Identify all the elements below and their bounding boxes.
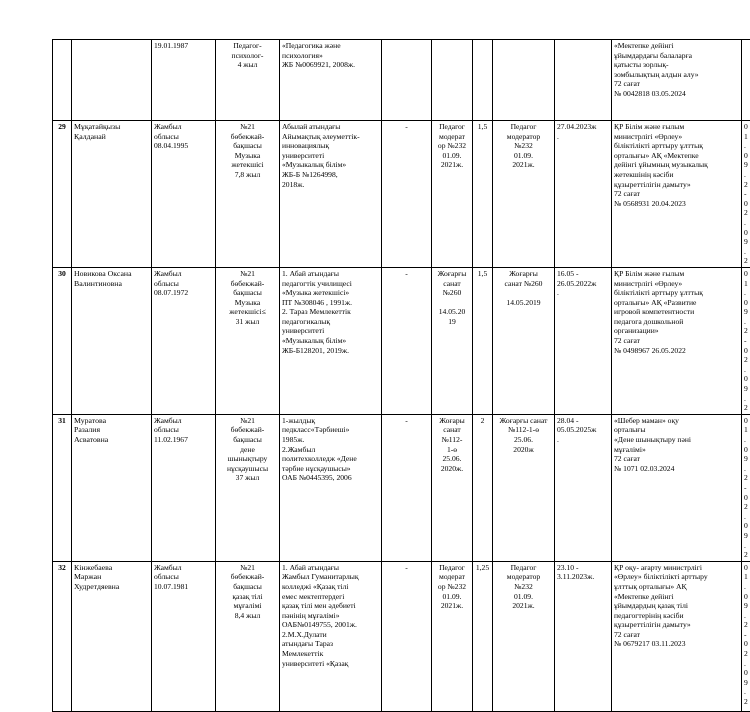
attestation-cell: Педагог модератор №232 01.09. 2021ж.	[493, 561, 555, 711]
education-cell: 1. Абай атындағы педагогтік училищесі «Музыка жетекшісі» ПТ №308046 , 1991ж. 2. Тараз Мемлекеттік педагогикалық университеті «Музыкалық білім» ЖБ-Б128201, 2019ж.	[280, 267, 382, 414]
attestation-cell: Жоғарғы санат №112-1-ө 25.06. 2020ж	[493, 414, 555, 561]
position-cell: №21 бөбекжай- бақшасы дене шынықтыру нұсқаушысы 37 жыл	[216, 414, 280, 561]
course-dates-cell: 01.09.2 - 02.09.2	[742, 414, 750, 561]
position-cell: Педагог- психолог- 4 жыл	[216, 40, 280, 121]
attestation-period-cell: 27.04.2023ж .	[555, 121, 612, 268]
courses-cell: ҚР оқу- ағарту министрлігі «Өрлеу» біліктілікті арттыру ұлттық орталығы» АҚ «Мектепке дейінгі ұйымдардың қазақ тілі педагогтерінің кәсіби құзыреттілігін дамыту» 72 сағат № 0679217 03.11.2023	[612, 561, 742, 711]
education-cell: 1-жылдық педкласс«Тәрбиеші» 1985ж. 2.Жамбыл политехколледж «Дене тәрбие нұсқаушысы» ОАБ №0445395, 2006	[280, 414, 382, 561]
category-cell: Педагог модерат ор №232 01.09. 2021ж.	[432, 121, 473, 268]
category-cell	[432, 40, 473, 121]
row-number-cell: 29	[53, 121, 72, 268]
course-dates-cell: 01.09.2 - 02.09.2	[742, 121, 750, 268]
table-row	[53, 267, 750, 414]
row-number-cell	[53, 40, 72, 121]
category-cell: Жоғарғы санат №260 14.05.20 19	[432, 267, 473, 414]
teacher-name-cell: Муратова Разалия Асватовна	[72, 414, 152, 561]
row-number-cell: 30	[53, 267, 72, 414]
attestation-period-cell	[555, 40, 612, 121]
education-cell: Абылай атындағы Айымақтық әлеуметтік- инновациялық университеті «Музыкалық білім» ЖБ-Б №1264998, 2018ж.	[280, 121, 382, 268]
attestation-period-cell: 16.05 - 26.05.2022ж .	[555, 267, 612, 414]
workload-rate-cell: 1,25	[473, 561, 493, 711]
position-cell: №21 бөбекжай- бақшасы Музыка жетекшісі 7,8 жыл	[216, 121, 280, 268]
workload-rate-cell: 1,5	[473, 267, 493, 414]
attestation-period-cell: 23.10 - 3.11.2023ж.	[555, 561, 612, 711]
attestation-cell: Жоғарғы санат №260 14.05.2019	[493, 267, 555, 414]
table-row	[53, 40, 750, 121]
teacher-name-cell: Кінжебаева Маржан Худретдяевна	[72, 561, 152, 711]
teacher-name-cell: Мұқатайқызы Қалданай	[72, 121, 152, 268]
courses-cell: ҚР Білім және ғылым министрлігі «Өрлеу» біліктілікті арттыру ұлттық орталығы» АҚ «Мектепке дейінгі ұйымның музыкалық жетекшінің кәсіби құзыреттілігін дамыту» 72 сағат № 0568931 20.04.2023	[612, 121, 742, 268]
course-dates-cell: 01.09.2 - 02.09.2	[742, 561, 750, 711]
birth-info-cell: Жамбыл облысы 10.07.1981	[152, 561, 216, 711]
attestation-cell: Педагог модератор №232 01.09. 2021ж.	[493, 121, 555, 268]
category-cell: Жоғары санат №112- 1-ө 25.06. 2020ж.	[432, 414, 473, 561]
teacher-name-cell	[72, 40, 152, 121]
academic-degree-cell: -	[382, 267, 432, 414]
category-cell: Педагог модерат ор №232 01.09. 2021ж.	[432, 561, 473, 711]
course-dates-cell	[742, 40, 750, 121]
workload-rate-cell: 1,5	[473, 121, 493, 268]
birth-info-cell: 19.01.1987	[152, 40, 216, 121]
row-number-cell: 32	[53, 561, 72, 711]
workload-rate-cell: 2	[473, 414, 493, 561]
attestation-cell	[493, 40, 555, 121]
table-row	[53, 121, 750, 268]
table-row	[53, 414, 750, 561]
table-row	[53, 561, 750, 711]
education-cell: 1. Абай атындағы Жамбыл Гуманитарлық колледжі «Қазақ тілі емес мектептердегі қазақ тілі мен әдебиеті пәнінің мұғалімі» ОАБ№0149755, 2001ж. 2.М.Х.Дулати атындағы Тараз Мемлекеттік университеті «Қазақ	[280, 561, 382, 711]
teacher-name-cell: Новикова Оксана Валинтиновна	[72, 267, 152, 414]
birth-info-cell: Жамбыл облысы 11.02.1967	[152, 414, 216, 561]
education-cell: «Педагогика және психология» ЖБ №0069921, 2008ж.	[280, 40, 382, 121]
staff-table	[52, 39, 750, 712]
row-number-cell: 31	[53, 414, 72, 561]
academic-degree-cell: -	[382, 561, 432, 711]
academic-degree-cell	[382, 40, 432, 121]
courses-cell: «Мектепке дейінгі ұйымдардағы балаларға қатысты зорлық- зомбылықтың алдын алу» 72 сағат № 0042818 03.05.2024	[612, 40, 742, 121]
workload-rate-cell	[473, 40, 493, 121]
position-cell: №21 бөбекжай- бақшасы қазақ тілі мұғалімі 8,4 жыл	[216, 561, 280, 711]
courses-cell: ҚР Білім және ғылым министрлігі «Өрлеу» біліктілікті арттыру ұлттық орталығы» АҚ «Развитие игровой компетентности педагога дошкольной организации» 72 сағат № 0498967 26.05.2022	[612, 267, 742, 414]
courses-cell: «Шебер маман» оқу орталығы «Дене шынықтыру пәні мұғалімі» 72 сағат № 1071 02.03.2024	[612, 414, 742, 561]
position-cell: №21 бөбекжай- бақшасы Музыка жетекшісі≤ 31 жыл	[216, 267, 280, 414]
birth-info-cell: Жамбыл облысы 08.07.1972	[152, 267, 216, 414]
birth-info-cell: Жамбыл облысы 08.04.1995	[152, 121, 216, 268]
academic-degree-cell: -	[382, 414, 432, 561]
attestation-period-cell: 28.04 - 05.05.2025ж .	[555, 414, 612, 561]
academic-degree-cell: -	[382, 121, 432, 268]
course-dates-cell: 01.09.2 - 02.09.2	[742, 267, 750, 414]
